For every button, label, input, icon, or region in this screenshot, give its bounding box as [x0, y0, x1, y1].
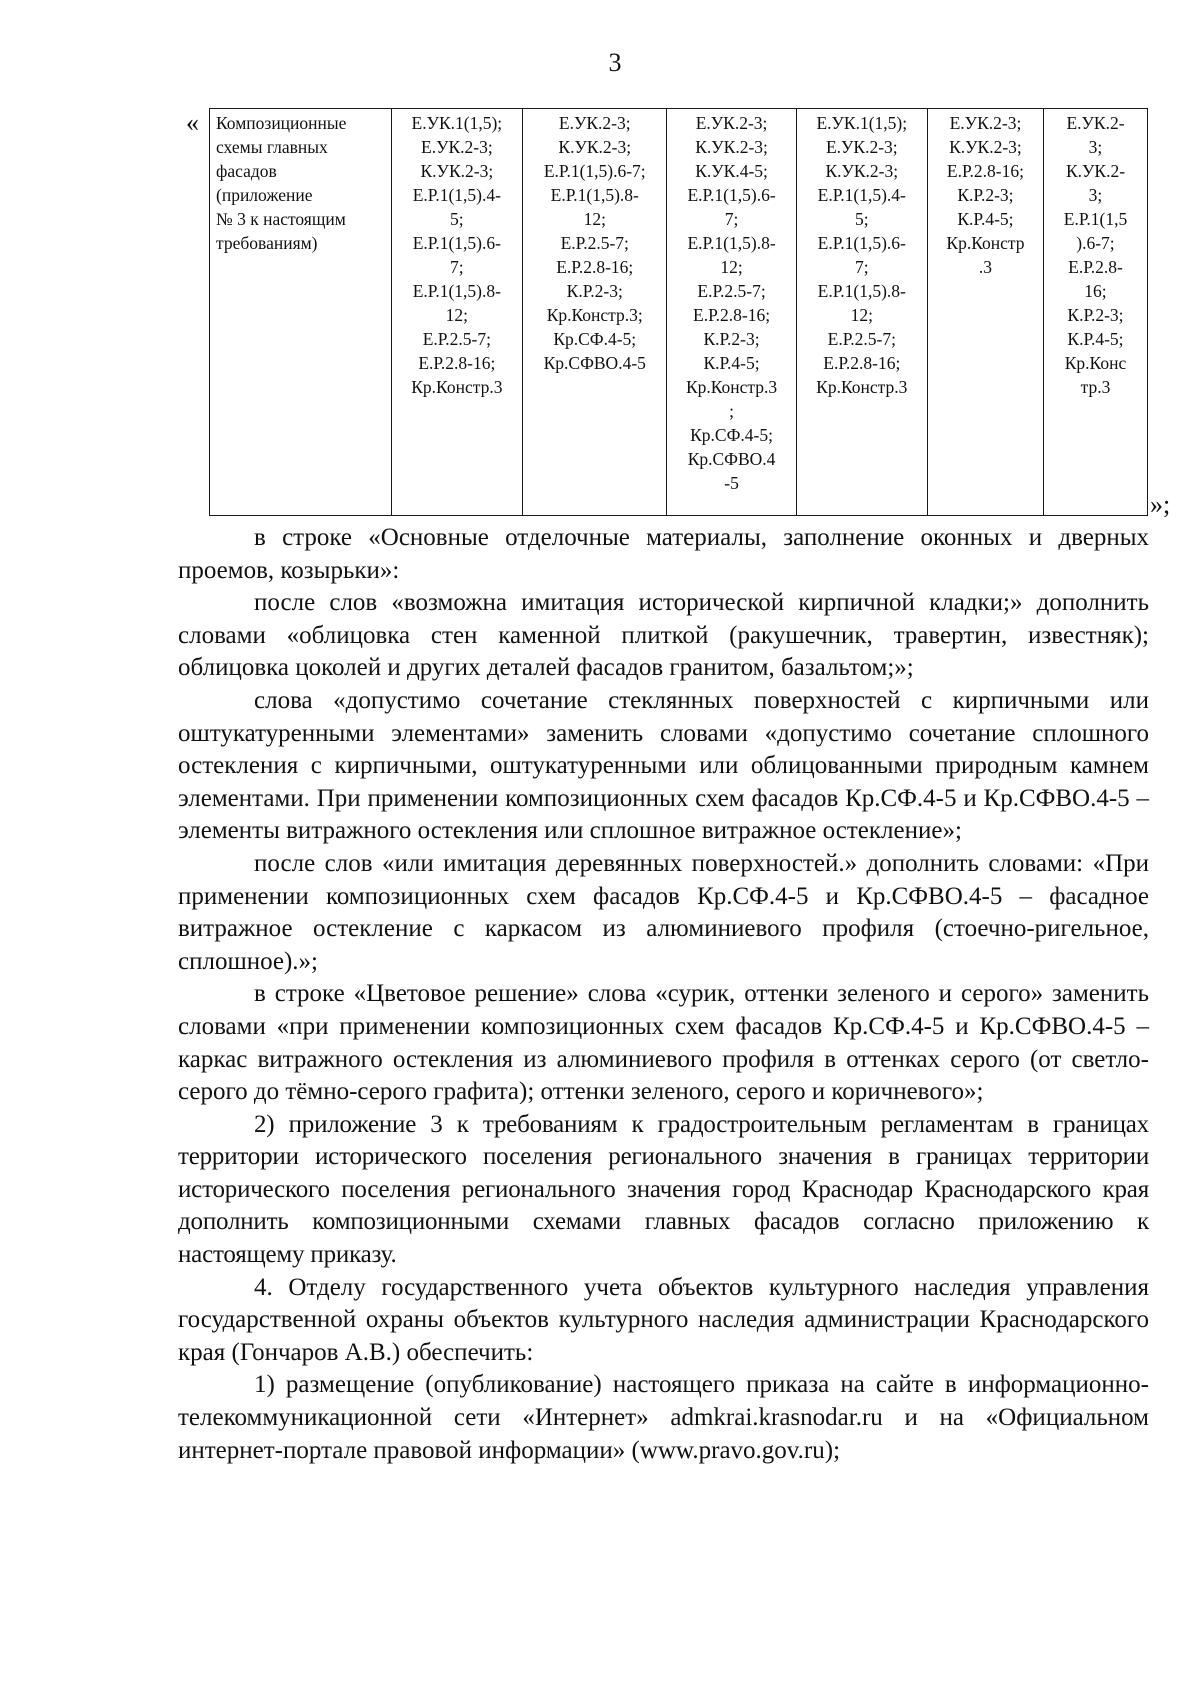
cell-line: Е.Р.2.8-16; — [693, 305, 771, 325]
cell-line: Е.УК.2- — [1066, 113, 1125, 133]
cell-line: К.УК.2-3; — [420, 161, 494, 181]
cell-line: Е.Р.1(1,5).8- — [817, 281, 906, 301]
cell-line: К.Р.2-3; — [566, 281, 623, 301]
cell-line: 7; — [450, 257, 464, 277]
scheme-cell-6 — [1043, 109, 1147, 516]
cell-line: 5; — [854, 209, 869, 229]
cell-line: Е.Р.2.8- — [1068, 257, 1123, 277]
cell-line: -5 — [724, 473, 739, 493]
cell-line: Е.Р.1(1,5).6- — [817, 233, 906, 253]
cell-line: Е.УК.2-3; — [825, 137, 898, 157]
page-number: 3 — [608, 48, 622, 77]
cell-line: 3; — [1088, 185, 1103, 205]
paragraph-stone-cladding: после слов «возможна имитация исторической кирпичной кладки;» дополнить словами «облицовка стен каменной плиткой (ракушечник, травертин, известняк); облицовка цоколей и других деталей фасадов гранитом, базальтом;»; — [178, 589, 1149, 682]
scheme-cell-1 — [391, 109, 522, 516]
cell-line: Е.Р.2.5-7; — [422, 329, 491, 349]
scheme-cell-5 — [927, 109, 1043, 516]
row-label-cell — [210, 109, 392, 516]
cell-line: К.Р.4-5; — [1067, 329, 1124, 349]
cell-line: Кр.СФ.4-5; — [553, 329, 637, 349]
cell-line: Е.УК.2-3; — [558, 113, 631, 133]
scheme-cell-2 — [523, 109, 667, 516]
cell-line: К.УК.2-3; — [558, 137, 632, 157]
cell-line: № 3 к настоящим — [216, 209, 346, 229]
paragraph-glazing-combination: слова «допустимо сочетание стеклянных поверхностей с кирпичными или оштукатуренными элементами» заменить словами «допустимо сочетание сплошного остекления с кирпичными, оштукатуренными или облицованными природным камнем элементами. При применении композиционных схем фасадов Кр.СФ.4-5 и Кр.СФВО.4-5 – элементы витражного остекления или сплошное витражное остекление»; — [178, 686, 1149, 845]
cell-line: Е.УК.1(1,5); — [816, 113, 908, 133]
cell-line: К.Р.2-3; — [957, 185, 1014, 205]
cell-line: К.УК.2-3; — [825, 161, 899, 181]
cell-line: К.Р.2-3; — [1067, 305, 1124, 325]
cell-line: 7; — [854, 257, 869, 277]
paragraph-row-materials: в строке «Основные отделочные материалы, заполнение оконных и дверных проемов, козырьки»: — [178, 524, 1149, 584]
cell-line: схемы главных — [216, 137, 328, 157]
table-row — [210, 109, 1148, 516]
cell-line: К.УК.4-5; — [695, 161, 768, 181]
cell-line: Е.Р.2.8-16; — [946, 161, 1024, 181]
cell-line: тр.3 — [1080, 377, 1111, 397]
table-close-quote: »; — [1150, 490, 1171, 519]
cell-line: Кр.СФ.4-5; — [690, 425, 773, 445]
cell-line: К.Р.4-5; — [703, 353, 760, 373]
cell-line: Кр.Констр.3; — [546, 305, 643, 325]
paragraph-color-solution: в строке «Цветовое решение» слова «сурик, оттенки зеленого и серого» заменить словами «при применении композиционных схем фасадов Кр.СФ.4-5 и Кр.СФВО.4-5 – каркас витражного остекления из алюминиевого профиля в оттенках серого (от светло-серого до тёмно-серого графита); оттенки зеленого, серого и коричневого»; — [178, 980, 1149, 1106]
cell-line: Е.Р.2.8-16; — [823, 353, 901, 373]
cell-line: Кр.Констр.3 — [685, 377, 778, 397]
cell-line: К.УК.2-3; — [949, 137, 1022, 157]
scheme-cell-4 — [796, 109, 927, 516]
cell-line: (приложение — [216, 185, 313, 205]
composition-schemes-table — [209, 108, 1148, 516]
cell-line: К.Р.2-3; — [703, 329, 760, 349]
cell-line: Кр.Конс — [1064, 353, 1127, 373]
cell-line: К.УК.2- — [1065, 161, 1126, 181]
cell-line: 3; — [1088, 137, 1103, 157]
cell-line: 12; — [720, 257, 743, 277]
cell-line: фасадов — [216, 161, 277, 181]
paragraph-item-4: 4. Отделу государственного учета объектов культурного наследия управления государственной охраны объектов культурного наследия администрации Краснодарского края (Гончаров А.В.) обеспечить: — [178, 1273, 1149, 1366]
cell-line: Е.Р.2.5-7; — [697, 281, 766, 301]
cell-line: Е.Р.1(1,5).6- — [412, 233, 501, 253]
cell-line: Е.Р.1(1,5).8- — [412, 281, 501, 301]
scheme-cell-3 — [667, 109, 796, 516]
cell-line: К.УК.2-3; — [695, 137, 768, 157]
cell-line: требованиям) — [216, 233, 318, 253]
cell-line: Кр.Констр.3 — [816, 377, 908, 397]
cell-line: Е.Р.2.8-16; — [556, 257, 634, 277]
cell-line: Е.УК.1(1,5); — [411, 113, 503, 133]
cell-line: Е.УК.2-3; — [949, 113, 1022, 133]
cell-line: Композиционные — [216, 113, 347, 133]
cell-line: Е.Р.2.8-16; — [418, 353, 496, 373]
cell-line: ).6-7; — [1076, 233, 1115, 253]
cell-line: Кр.Констр — [946, 233, 1025, 253]
paragraph-appendix-3: 2) приложение 3 к требованиям к градостроительным регламентам в границах территории исторического поселения регионального значения в границах территории исторического поселения регионального значения город Краснодар Краснодарского края дополнить композиционными схемами главных фасадов согласно приложению к настоящему приказу. — [178, 1110, 1149, 1269]
cell-line: Е.Р.1(1,5).8- — [687, 233, 776, 253]
cell-line: К.Р.4-5; — [957, 209, 1014, 229]
paragraph-wood-imitation: после слов «или имитация деревянных поверхностей.» дополнить словами: «При применении композиционных схем фасадов Кр.СФ.4-5 и Кр.СФВО.4-5 – фасадное витражное остекление с каркасом из алюминиевого профиля (стоечно-ригельное, сплошное).»; — [178, 849, 1149, 975]
cell-line: Е.Р.1(1,5 — [1063, 209, 1128, 229]
cell-line: Е.Р.1(1,5).4- — [412, 185, 501, 205]
cell-line: Е.Р.1(1,5).4- — [817, 185, 906, 205]
cell-line: .3 — [978, 257, 993, 277]
document-body — [178, 522, 1149, 1467]
paragraph-publication: 1) размещение (опубликование) настоящего приказа на сайте в информационно-телекоммуникационной сети «Интернет» admkrai.krasnodar.ru и на «Официальном интернет-портале правовой информации» (www.pravo.gov.ru); — [178, 1371, 1149, 1464]
cell-line: Кр.СФВО.4-5 — [543, 353, 646, 373]
cell-line: ; — [729, 401, 734, 421]
cell-line: Е.УК.2-3; — [421, 137, 493, 157]
cell-line: 12; — [445, 305, 469, 325]
cell-line: 7; — [724, 209, 739, 229]
cell-line: 12; — [850, 305, 873, 325]
cell-line: Е.Р.1(1,5).8- — [550, 185, 639, 205]
cell-line: Кр.Констр.3 — [411, 377, 503, 397]
cell-line: Е.УК.2-3; — [695, 113, 768, 133]
cell-line: Е.Р.2.5-7; — [560, 233, 629, 253]
table-open-quote: « — [186, 108, 199, 137]
cell-line: Кр.СФВО.4 — [687, 449, 776, 469]
cell-line: 12; — [583, 209, 606, 229]
cell-line: 16; — [1084, 281, 1107, 301]
cell-line: Е.Р.1(1,5).6-7; — [543, 161, 646, 181]
cell-line: 5; — [450, 209, 464, 229]
cell-line: Е.Р.2.5-7; — [827, 329, 896, 349]
cell-line: Е.Р.1(1,5).6- — [687, 185, 776, 205]
